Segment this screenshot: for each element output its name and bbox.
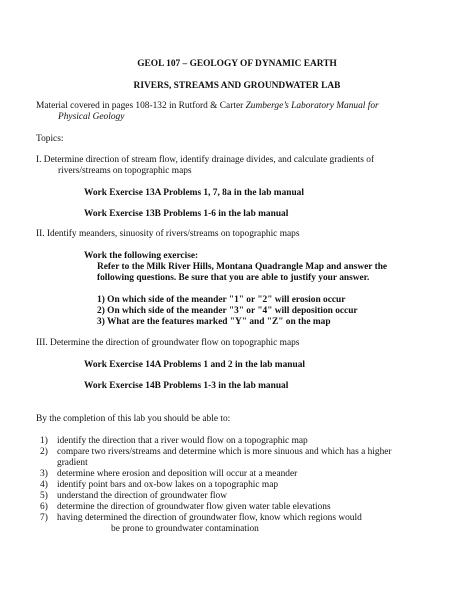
- question-1: 1) On which side of the meander "1" or "2" will erosion occur: [97, 295, 346, 305]
- topics-label: Topics:: [36, 134, 64, 144]
- topic1-line1: I. Determine direction of stream flow, identify drainage divides, and calculate gradients of: [36, 155, 375, 165]
- outcome-text: determine where erosion and deposition will occur at a meander: [57, 469, 298, 479]
- outcome-number: 5): [40, 491, 48, 501]
- instruction-line1: Refer to the Milk River Hills, Montana Quadrangle Map and answer the: [97, 262, 388, 272]
- exercise-14b: Work Exercise 14B Problems 1-3 in the lab manual: [84, 381, 289, 391]
- outcome-number: 1): [40, 436, 48, 446]
- book-title-part1: Zumberge’s Laboratory Manual for: [245, 101, 379, 111]
- question-3: 3) What are the features marked "Y" and "Z" on the map: [97, 317, 331, 327]
- outcome-number: 2): [40, 447, 48, 457]
- topic2-line1: II. Identify meanders, sinuosity of rivers/streams on topographic maps: [36, 229, 300, 239]
- material-prefix: Material covered in pages 108-132 in Rutford & Carter: [36, 101, 246, 111]
- book-title-part2: Physical Geology: [58, 112, 125, 122]
- topic3-line1: III. Determine the direction of groundwater flow on topographic maps: [36, 338, 300, 348]
- exercise-13a: Work Exercise 13A Problems 1, 7, 8a in the lab manual: [84, 188, 304, 198]
- topic1-line2: rivers/streams on topographic maps: [58, 166, 192, 176]
- question-2: 2) On which side of the meander "3" or "4" will deposition occur: [97, 306, 358, 316]
- outcome-number: 6): [40, 502, 48, 512]
- outcome-text: determine the direction of groundwater flow given water table elevations: [57, 502, 331, 512]
- outcome-text: having determined the direction of groundwater flow, know which regions would: [57, 513, 362, 523]
- outcome-text: understand the direction of groundwater flow: [57, 491, 227, 501]
- material-line1: [36, 101, 379, 112]
- exercise-heading: Work the following exercise:: [84, 251, 199, 261]
- outcome-text: gradient: [57, 458, 88, 468]
- instruction-line2: following questions. Be sure that you are able to justify your answer.: [97, 273, 370, 283]
- exercise-13b: Work Exercise 13B Problems 1-6 in the lab manual: [84, 209, 289, 219]
- lab-title: RIVERS, STREAMS AND GROUNDWATER LAB: [133, 81, 341, 91]
- outcome-number: 3): [40, 469, 48, 479]
- exercise-14a: Work Exercise 14A Problems 1 and 2 in the lab manual: [84, 360, 306, 370]
- outcome-text: identify the direction that a river would flow on a topographic map: [57, 436, 308, 446]
- outcomes-intro: By the completion of this lab you should be able to:: [36, 414, 231, 424]
- outcome-number: 4): [40, 480, 48, 490]
- outcome-text: be prone to groundwater contamination: [111, 524, 259, 534]
- outcome-text: compare two rivers/streams and determine which is more sinuous and which has a higher: [57, 447, 392, 457]
- course-title: GEOL 107 – GEOLOGY OF DYNAMIC EARTH: [137, 59, 337, 69]
- outcome-number: 7): [40, 513, 48, 523]
- outcome-text: identify point bars and ox-bow lakes on a topographic map: [57, 480, 279, 490]
